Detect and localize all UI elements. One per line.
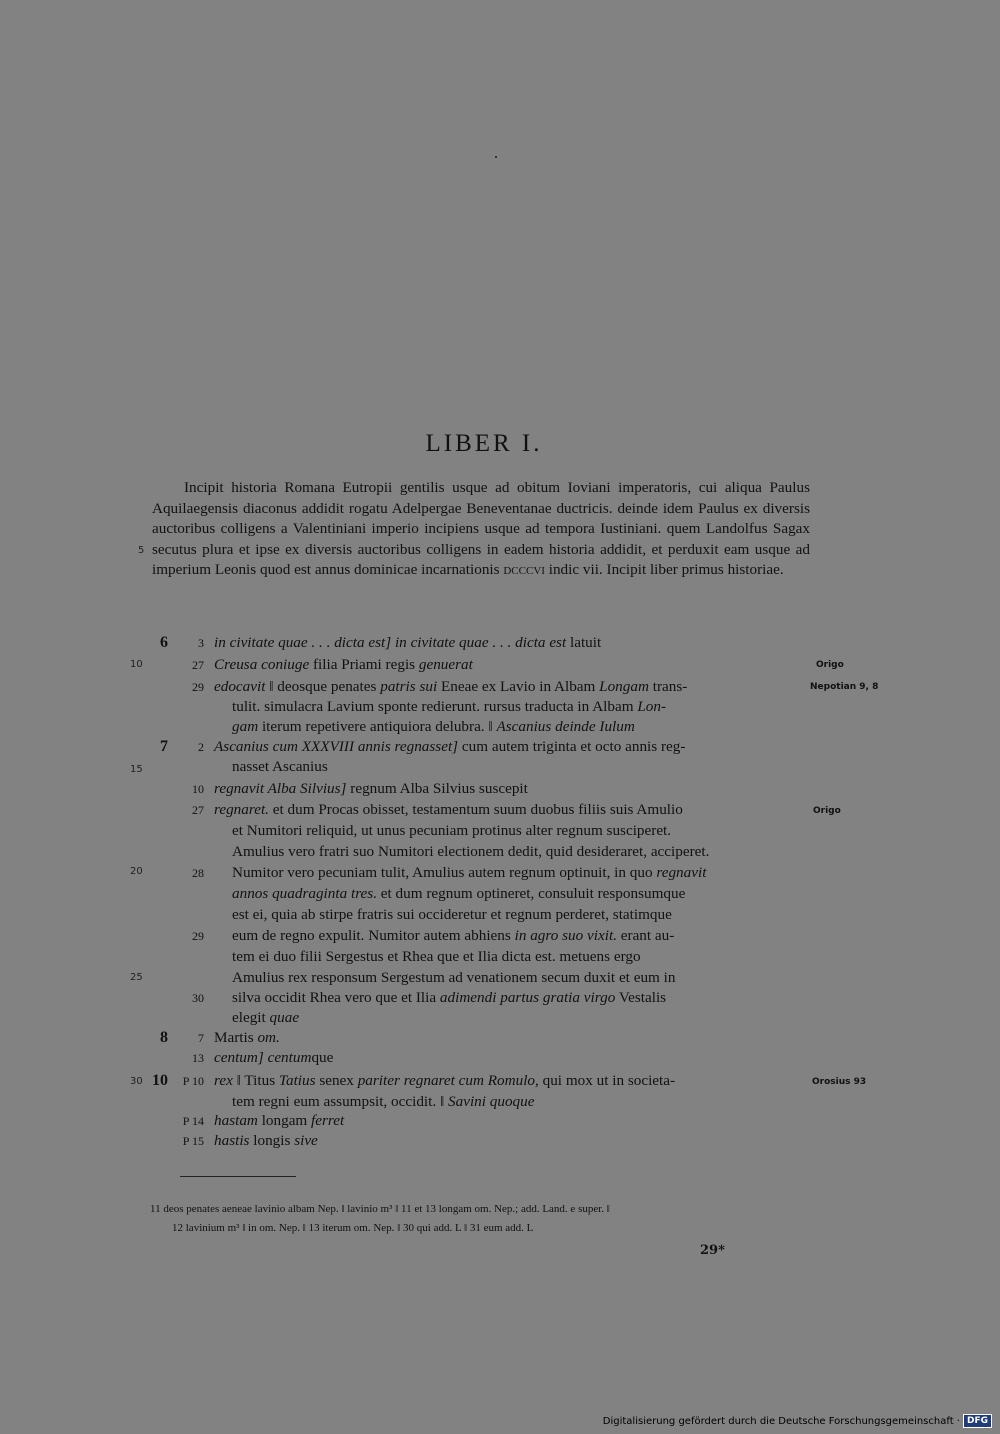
entry-text: et Numitori reliquid, ut unus pecuniam protinus alter regnum susciperet. [232, 822, 672, 839]
line-ref: 10 [192, 782, 204, 796]
entry-text: Numitor vero pecuniam tulit, Amulius autem regnum optinuit, in quo regnavit [232, 864, 707, 881]
intro-year: dcccvi [503, 561, 545, 579]
entry-text: gam iterum repetivere antiquiora delubra. ‖ Ascanius deinde Iulum [232, 718, 635, 735]
entry-text: hastam longam ferret [214, 1112, 345, 1129]
line-number: 5 [138, 545, 145, 556]
sidenote: Origo [813, 806, 841, 816]
line-ref: 3 [198, 636, 204, 650]
intro-tail: vii. Incipit liber primus historiae. [582, 561, 784, 579]
line-ref: 7 [198, 1031, 204, 1045]
line-ref: 28 [192, 866, 204, 880]
chapter-number: 6 [160, 634, 168, 651]
line-number: 30 [130, 1076, 143, 1087]
entry-text: tulit. simulacra Lavium sponte redierunt. rursus traducta in Albam Lon- [232, 698, 667, 715]
footnote-line: 11 deos penates aeneae lavinio albam Nep. ‖ lavinio m³ ‖ 11 et 13 longam om. Nep.; add. Land. e super. ‖ [150, 1203, 610, 1215]
line-ref: P 10 [182, 1074, 204, 1088]
line-ref: 29 [192, 929, 204, 943]
entry-text: rex ‖ Titus Tatius senex pariter regnaret cum Romulo, qui mox ut in societa- [214, 1072, 676, 1089]
footnotes [150, 1200, 820, 1238]
line-ref: 30 [192, 991, 204, 1005]
entry-text: hastis longis sive [214, 1132, 318, 1149]
line-ref: P 14 [182, 1114, 204, 1128]
entry-text: centum] centumque [214, 1049, 334, 1066]
book-title: LIBER I. [425, 430, 543, 457]
entry-text: in civitate quae . . . dicta est] in civitate quae . . . dicta est latuit [214, 634, 602, 651]
line-number: 15 [130, 764, 143, 775]
funding-banner [603, 1414, 992, 1428]
intro-ind: indic [548, 561, 580, 579]
entry-text: annos quadraginta tres. et dum regnum optineret, consuluit responsumque [232, 885, 686, 902]
chapter-number: 7 [160, 738, 168, 755]
chapter-number: 10 [152, 1072, 168, 1089]
entry-text: est ei, quia ab stirpe fratris sui occideretur et regnum perderet, statimque [232, 906, 672, 923]
entry-text: Amulius rex responsum Sergestum ad venationem secum duxit et eum in [232, 969, 676, 986]
entry-text: Martis om. [214, 1029, 280, 1046]
entry-text: regnavit Alba Silvius] regnum Alba Silvius suscepit [214, 780, 528, 797]
dfg-logo-icon: DFG [963, 1414, 992, 1428]
footnote-line: 12 lavinium m³ ‖ in om. Nep. ‖ 13 iterum om. Nep. ‖ 30 qui add. L ‖ 31 eum add. L [172, 1222, 534, 1234]
page-number: 29* [700, 1243, 725, 1258]
entry-text: tem ei duo filii Sergestus et Rhea que et Ilia dicta est. metuens ergo [232, 948, 641, 965]
sidenote: Orosius 93 [812, 1077, 867, 1087]
line-number: 25 [130, 972, 143, 983]
line-number: 10 [130, 659, 143, 670]
entry-text: Ascanius cum XXXVIII annis regnasset] cum autem triginta et octo annis reg- [214, 738, 686, 755]
chapter-number: 8 [160, 1029, 168, 1046]
intro-paragraph [152, 478, 810, 581]
line-ref: P 15 [182, 1134, 204, 1148]
entry-text: edocavit ‖ deosque penates patris sui Eneae ex Lavio in Albam Longam trans- [214, 678, 688, 695]
intro-text: Incipit historia Romana Eutropii gentilis usque ad obitum Ioviani imperatoris, cui aliqua Paulus Aquilaegensis diaconus addidit rogatu Adelpergae Beneventanae ductricis. deinde idem Paulus ex diversis auctoribus colligens a Valentiniani imperio incipiens usque ad tempora Iustiniani. quem Landolfus Sagax secutus plura et ipse ex diversis auctoribus colligens in eadem historia addidit, et perduxit eam usque ad imperium Leonis quod est annus dominicae incarnationis [152, 479, 810, 579]
line-number: 20 [130, 866, 143, 877]
entry-text: silva occidit Rhea vero que et Ilia adimendi partus gratia virgo Vestalis [232, 989, 667, 1006]
entry-text: nasset Ascanius [232, 758, 328, 775]
speck [495, 156, 497, 158]
entry-text: elegit quae [232, 1009, 300, 1026]
sidenote: Origo [816, 660, 844, 670]
entry-text: tem regni eum assumpsit, occidit. ‖ Savini quoque [232, 1093, 535, 1110]
entry-text: Creusa coniuge filia Priami regis genuerat [214, 656, 473, 673]
line-ref: 29 [192, 680, 204, 694]
line-ref: 2 [198, 740, 204, 754]
banner-text: Digitalisierung gefördert durch die Deutsche Forschungsgemeinschaft · [602, 1415, 960, 1427]
sidenote: Nepotian 9, 8 [810, 682, 879, 692]
footnote-rule [180, 1176, 296, 1177]
line-ref: 27 [192, 803, 204, 817]
entry-text: eum de regno expulit. Numitor autem abhiens in agro suo vixit. erant au- [232, 927, 675, 944]
entry-text: regnaret. et dum Procas obisset, testamentum suum duobus filiis suis Amulio [214, 801, 683, 818]
line-ref: 27 [192, 658, 204, 672]
line-ref: 13 [192, 1051, 204, 1065]
entry-text: Amulius vero fratri suo Numitori electionem dedit, quid desideraret, acciperet. [232, 843, 710, 860]
